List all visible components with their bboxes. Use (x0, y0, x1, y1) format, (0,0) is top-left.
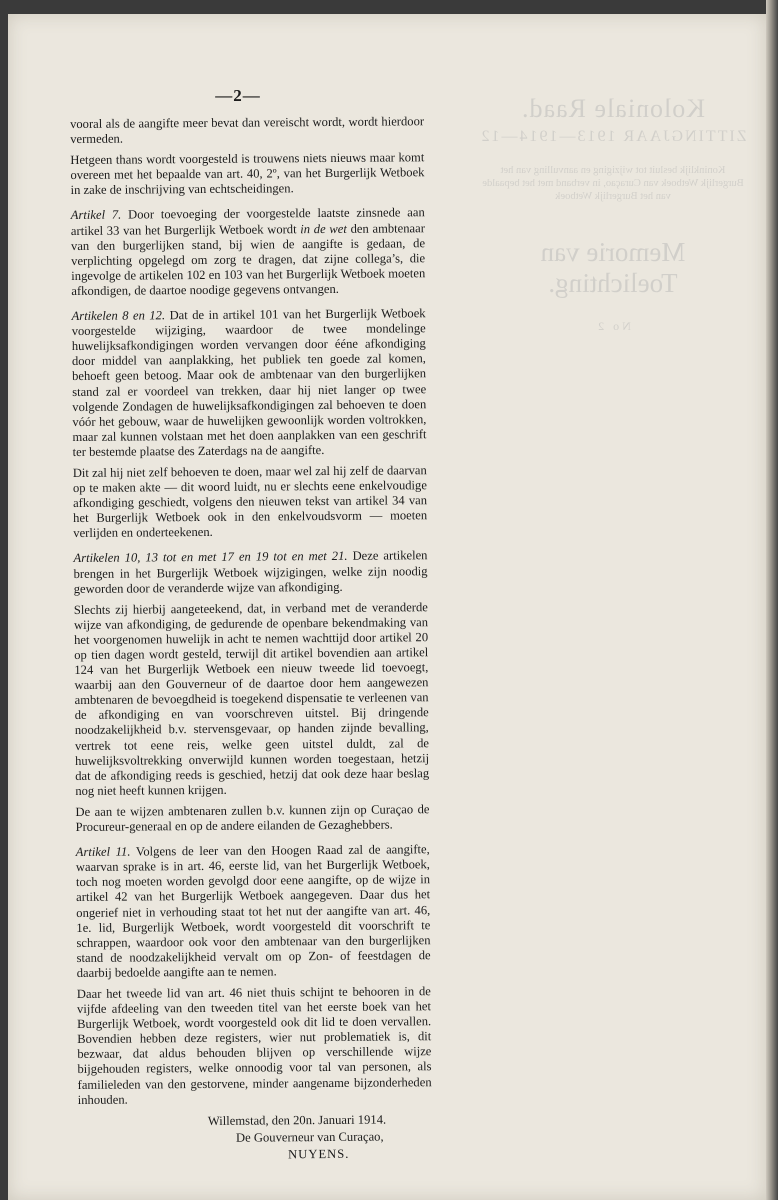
paragraph: Hetgeen thans wordt voorgesteld is trouwens niets nieuws maar komt overeen met het bepaalde van art. 40, 2º, van het Burgerlijk Wetboek in zake de inschrijving van echtscheidingen. (70, 150, 425, 198)
article-text: den ambtenaar van den burgerlijken stand, bij wien de aangifte is gedaan, de verplichting opgelegd om zorg te dragen, dat zijne collega’s, die ingevolge de artikelen 102 en 103 van het Burgerlijk Wetboek moeten afkondigen, de daartoe noodige gegevens ontvangen. (70, 220, 426, 298)
paragraph: Dit zal hij niet zelf behoeven te doen, maar wel zal hij zelf de daarvan op te maken akte — dit woord luidt, nu er slechts eene enkelvoudige afkondiging geschiedt, volgens den nieuwen tekst van artikel 34 van het Burgerlijk Wetboek ook in den enkelvoudsvorm — moeten verlijden en onderteekenen. (72, 463, 428, 541)
article-text-emphasis: in de wet (300, 221, 347, 236)
body-text (70, 114, 432, 1164)
paragraph: Daar het tweede lid van art. 46 niet thuis schijnt te behooren in de vijfde afdeeling van den tweeden titel van het eerste boek van het Burgerlijk Wetboek, wordt voorgesteld ook dit lid te doen vervallen. Bovendien hebben deze registers, wier nut problematiek is, dit bezwaar, dat aldus behouden blijven op verschillende wijze bijgehouden registers, welke onnoodig voor tal van personen, als familieleden van den gestorvene, minder aangename bijzonderheden inhouden. (76, 984, 432, 1107)
bleed-through-text (478, 94, 748, 334)
article-8-12 (72, 306, 427, 460)
signatory-name: NUYENS. (288, 1146, 350, 1162)
article-11 (76, 842, 431, 981)
article-text: Volgens de leer van den Hoogen Raad zal de aangifte, waarvan sprake is in art. 46, eerste lid, van het Burgerlijk Wetboek, toch nog moeten worden gevolgd door eene aangifte, op de wijze in artikel 42 van het Burgerlijk Wetboek aangegeven. Daar dus het ongerief niet in verhouding staat tot het nut der aangifte van art. 46, 1e. lid, Burgerlijk Wetboek, wordt voorgesteld dit voorschrift te schrappen, waardoor ook voor den ambtenaar van den burgerlijken stand de noodzakelijkheid vervalt om op Zon- of feestdagen de daarbij bedoelde aangifte aan te nemen. (75, 842, 431, 980)
article-text: Deze artikelen brengen in het Burgerlijk Wetboek wijzigingen, welke zijn noodig geworden door de veranderde wijze van afkondiging. (73, 548, 428, 596)
article-heading: Artikelen 10, 13 tot en met 17 en 19 tot en met 21. (73, 549, 348, 566)
article-heading: Artikel 7. (70, 208, 122, 223)
place-date: Willemstad, den 20n. Januari 1914. (207, 1112, 387, 1128)
article-10-21 (73, 549, 427, 597)
signatory-title: De Gouverneur van Curaçao, (235, 1129, 384, 1145)
bleed-line: No 2 (595, 319, 631, 333)
article-heading: Artikelen 8 en 12. (71, 308, 166, 324)
paragraph: De aan te wijzen ambtenaren zullen b.v. kunnen zijn op Curaçao de Procureur-generaal en op de andere eilanden de Gezaghebbers. (75, 802, 430, 835)
bleed-line: Koloniale Raad. (521, 94, 705, 123)
page-edge (766, 0, 778, 1200)
bleed-line: ZITTINGJAAR 1913—1914—12 (479, 128, 747, 145)
paragraph: vooral als de aangifte meer bevat dan vereischt wordt, wordt hierdoor vermeden. (70, 114, 425, 147)
bleed-line: Koninklijk besluit tot wijziging en aanvulling van het Burgerlijk Wetboek van Curaçao, in verband met het bepaalde van het Burgerlijk Wetboek (482, 165, 744, 202)
signature-block (78, 1111, 432, 1165)
article-text: Door toevoeging der voorgestelde laatste zinsnede aan artikel 33 van het Burgerlijk Wetboek wordt (70, 205, 425, 238)
article-7 (71, 206, 426, 299)
bleed-line: Memorie van Toelichting. (540, 237, 686, 298)
article-heading: Artikel 11. (75, 844, 131, 860)
document-page (8, 14, 766, 1200)
paragraph: Slechts zij hierbij aangeteekend, dat, in verband met de veranderde wijze van afkondiging, de gedurende de openbare bekendmaking van het voorgenomen huwelijk in acht te nemen wachttijd door artikel 20 op tien dagen wordt gesteld, terwijl dit artikel bovendien aan artikel 124 van het Burgerlijk Wetboek een nieuw tweede lid toevoegt, waarbij aan den Gouverneur of de daartoe door hem aangewezen ambtenaren de bevoegdheid is toegekend dispensatie te verleenen van de afkondiging en van voorschreven uitstel. Bij dringende noodzakelijkheid b.v. stervensgevaar, op handen zijnde bevalling, vertrek tot eene reis, welke geen uitstel duldt, zal de huwelijksvoltrekking onverwijld kunnen worden toegestaan, hetzij dat de afkondiging reeds is geschied, hetzij dat ook deze haar beslag nog niet heeft kunnen krijgen. (73, 599, 430, 798)
article-text: Dat de in artikel 101 van het Burgerlijk Wetboek voorgestelde wijziging, waardoor de twee mondelinge huwelijksafkondigingen worden vervangen door ééne afkondiging door middel van aanplakking, het publiek ten goede zal komen, behoeft geen betoog. Maar ook de ambtenaar van den burgerlijken stand zal er voordeel van trekken, daar hij niet langer op twee volgende Zondagen de huwelijksafkondigingen zal behoeven te doen vóór het gebouw, waar de huwelijken gewoonlijk worden voltrokken, maar zal kunnen volstaan met het doen aanplakken van een geschrift ter bestemde plaatse des Zaterdags na de aangifte. (71, 306, 427, 459)
page-number: —2— (215, 86, 261, 105)
